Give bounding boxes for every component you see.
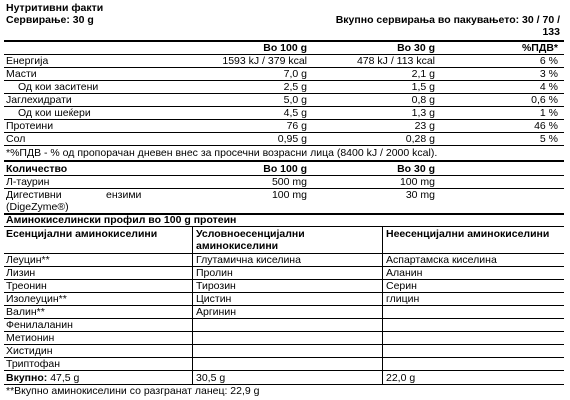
pdv-footnote: *%ПДВ - % од пропорачан дневен внес за просечни возрасни лица (8400 kJ / 2000 kcal). <box>6 147 438 159</box>
quantity-col-100g: Во 100 g <box>263 163 307 175</box>
nutrient-name: Јаглехидрати <box>6 94 72 106</box>
amino-essential: Валин** <box>6 306 45 318</box>
amino-col-conditional-cont: аминокиселини <box>196 240 279 252</box>
nutrient-value-100g: 2,5 g <box>283 81 307 93</box>
col-header-pdv: %ПДВ* <box>521 42 558 54</box>
ingredient-name-cont: ензими <box>106 189 142 201</box>
nutrient-value-100g: 7,0 g <box>283 68 307 80</box>
amino-essential: Изолеуцин** <box>6 293 67 305</box>
servings-per-package-cont: 133 <box>542 26 560 38</box>
divider <box>4 331 564 332</box>
amino-essential: Фенилаланин <box>6 319 73 331</box>
ingredient-value-30g: 30 mg <box>405 189 435 201</box>
nutrient-pdv: 4 % <box>539 81 558 93</box>
amino-conditional: Аргинин <box>196 306 237 318</box>
nutrient-value-30g: 23 g <box>414 120 435 132</box>
nutrient-pdv: 5 % <box>539 133 558 145</box>
divider <box>4 292 564 293</box>
nutrient-value-30g: 1,5 g <box>411 81 435 93</box>
divider <box>4 344 564 345</box>
amino-nonessential: Аланин <box>386 267 423 279</box>
serving-size: Сервирање: 30 g <box>6 14 94 26</box>
divider <box>4 266 564 267</box>
ingredient-value-100g: 100 mg <box>271 189 307 201</box>
nutrient-name: Од кои заситени <box>18 81 99 93</box>
ingredient-name: Дигестивни <box>6 189 62 201</box>
bcaa-footnote: **Вкупно аминокиселини со разгранат ланец: 22,9 g <box>6 385 260 397</box>
servings-per-package: Вкупно сервирања во пакувањето: 30 / 70 / <box>335 14 560 26</box>
nutrient-pdv: 0,6 % <box>531 94 558 106</box>
amino-essential: Лизин <box>6 267 36 279</box>
nutrient-value-30g: 0,8 g <box>411 94 435 106</box>
amino-essential: Хистидин <box>6 345 53 357</box>
amino-title: Аминокиселински профил во 100 g протеин <box>6 214 237 226</box>
nutrient-pdv: 1 % <box>539 107 558 119</box>
amino-total <box>6 372 79 384</box>
nutrient-value-100g: 1593 kJ / 379 kcal <box>222 55 307 67</box>
nutrient-name: Енергија <box>6 55 49 67</box>
amino-nonessential: Серин <box>386 280 417 292</box>
divider <box>4 119 564 120</box>
nutrient-value-30g: 0,28 g <box>405 133 435 145</box>
nutrient-value-100g: 4,5 g <box>283 107 307 119</box>
amino-total-essential: 47,5 g <box>47 372 80 384</box>
divider <box>4 357 564 358</box>
nutrient-pdv: 3 % <box>539 68 558 80</box>
column-divider <box>382 227 383 384</box>
amino-essential: Треонин <box>6 280 47 292</box>
amino-conditional: Пролин <box>196 267 233 279</box>
amino-col-nonessential: Неесенцијални аминокиселини <box>386 228 550 240</box>
divider <box>4 279 564 280</box>
ingredient-name-cont: (DigeZyme®) <box>6 201 69 213</box>
col-header-100g: Во 100 g <box>263 42 307 54</box>
amino-nonessential: Аспартамска киселина <box>386 254 497 266</box>
nutrient-pdv: 6 % <box>539 55 558 67</box>
nutrient-pdv: 46 % <box>534 120 558 132</box>
ingredient-value-30g: 100 mg <box>399 176 435 188</box>
amino-conditional: Цистин <box>196 293 232 305</box>
amino-col-conditional: Условноесенцијални <box>196 228 305 240</box>
column-divider <box>192 227 193 384</box>
divider <box>4 145 564 146</box>
nutrient-value-30g: 1,3 g <box>411 107 435 119</box>
nutrient-name: Сол <box>6 133 26 145</box>
quantity-label: Количество <box>6 163 68 175</box>
nutrient-name: Протеини <box>6 120 54 132</box>
amino-nonessential: глицин <box>386 293 420 305</box>
col-header-30g: Во 30 g <box>397 42 435 54</box>
label-title: Нутритивни факти <box>6 2 104 14</box>
amino-col-essential: Есенцијални аминокиселини <box>6 228 158 240</box>
nutrient-value-100g: 76 g <box>286 120 307 132</box>
divider <box>4 160 564 162</box>
nutrient-value-100g: 5,0 g <box>283 94 307 106</box>
ingredient-value-100g: 500 mg <box>271 176 307 188</box>
nutrient-value-30g: 478 kJ / 113 kcal <box>356 55 435 67</box>
amino-total-label: Вкупно: <box>6 372 48 384</box>
nutrient-name: Од кои шеќери <box>18 107 91 119</box>
nutrient-value-30g: 2,1 g <box>411 68 435 80</box>
quantity-col-30g: Во 30 g <box>397 163 435 175</box>
divider <box>4 318 564 319</box>
divider <box>4 370 564 371</box>
amino-essential: Триптофан <box>6 358 61 370</box>
divider <box>4 305 564 306</box>
nutrient-value-100g: 0,95 g <box>277 133 307 145</box>
amino-essential: Леуцин** <box>6 254 50 266</box>
ingredient-name: Л-таурин <box>6 176 50 188</box>
amino-conditional: Тирозин <box>196 280 236 292</box>
amino-total-nonessential: 22,0 g <box>386 372 416 384</box>
divider <box>4 226 564 227</box>
amino-total-conditional: 30,5 g <box>196 372 226 384</box>
amino-essential: Метионин <box>6 332 55 344</box>
amino-conditional: Глутамична киселина <box>196 254 301 266</box>
nutrient-name: Масти <box>6 68 37 80</box>
